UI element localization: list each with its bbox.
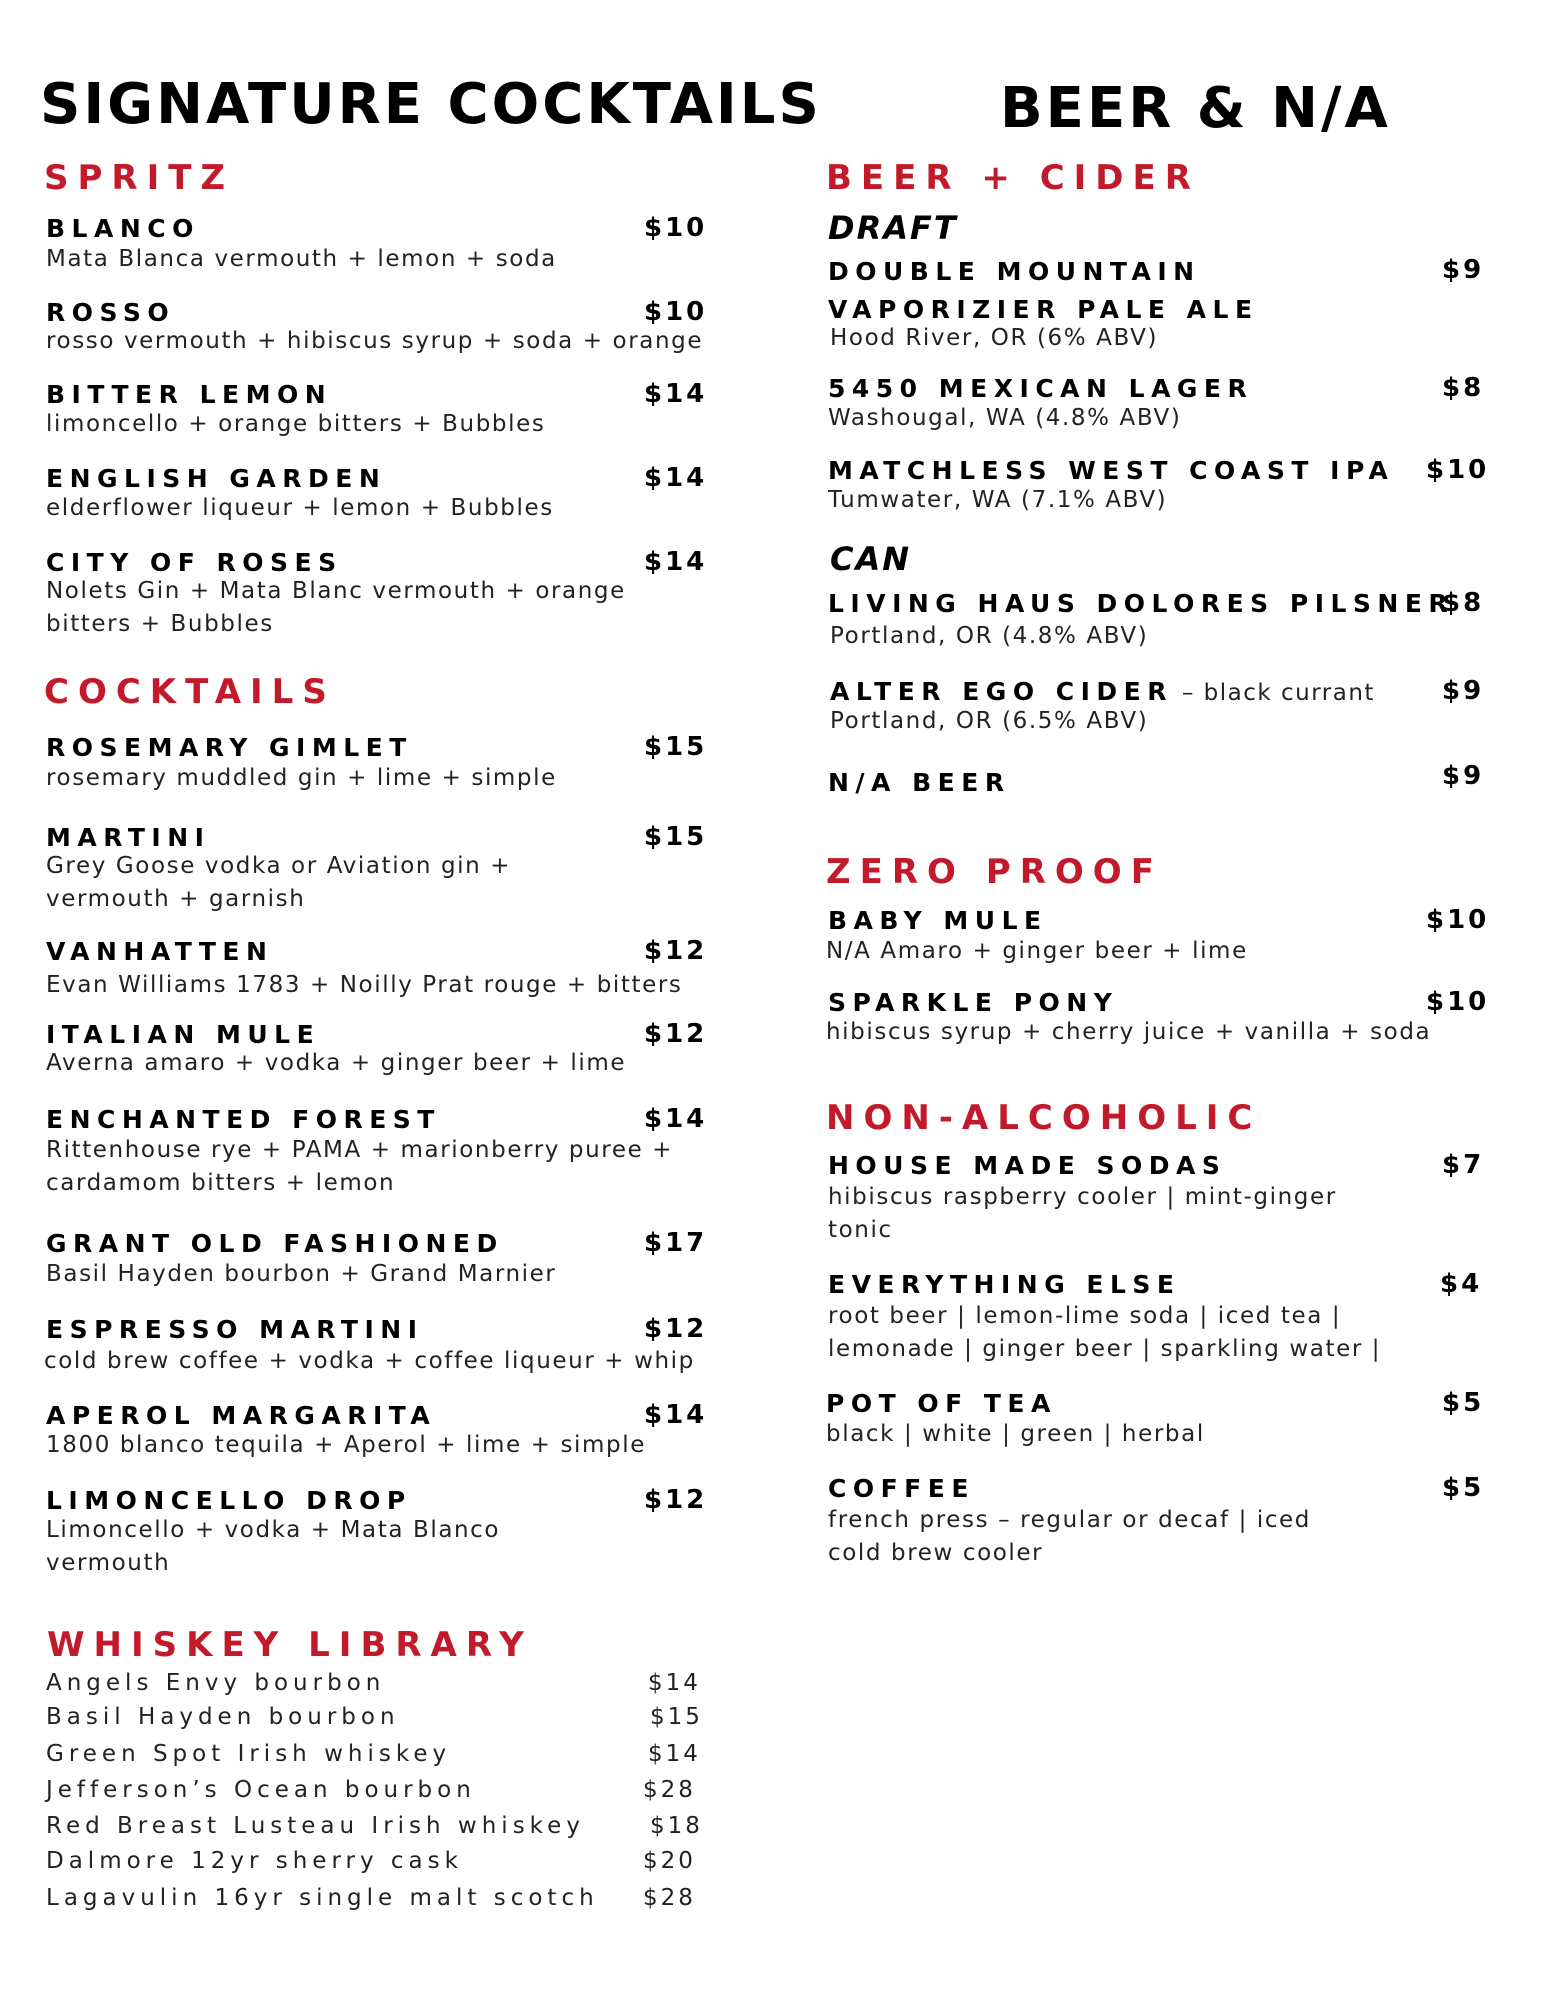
menu-item-price: $14 xyxy=(644,1104,708,1134)
whiskey-item-price: $28 xyxy=(643,1885,696,1911)
beer-item-name: DOUBLE MOUNTAIN xyxy=(828,257,1201,286)
menu-item-name: CITY OF ROSES xyxy=(46,548,343,577)
menu-item-price: $10 xyxy=(644,297,708,327)
menu-item-name: BABY MULE xyxy=(828,906,1048,935)
whiskey-item-name: Green Spot Irish whiskey xyxy=(46,1741,452,1767)
beer-item-name: LIVING HAUS DOLORES PILSNER xyxy=(828,589,1455,618)
menu-item-price: $12 xyxy=(644,1019,708,1049)
menu-item-price: $4 xyxy=(1440,1269,1483,1299)
whiskey-item-name: Basil Hayden bourbon xyxy=(46,1704,400,1730)
menu-item-description: Rittenhouse rye + PAMA + marionberry puree + xyxy=(46,1137,674,1163)
menu-item-price: $14 xyxy=(644,547,708,577)
beer-item-origin: Washougal, WA (4.8% ABV) xyxy=(828,405,1182,431)
non-alcoholic-heading: NON-ALCOHOLIC xyxy=(826,1098,1262,1138)
cocktails-heading: COCKTAILS xyxy=(44,672,336,712)
menu-item-name: ENCHANTED FOREST xyxy=(46,1105,441,1134)
menu-item-price: $5 xyxy=(1442,1388,1485,1418)
menu-item-price: $10 xyxy=(1426,987,1490,1017)
menu-item-price: $5 xyxy=(1442,1473,1485,1503)
beer-na-title: BEER & N/A xyxy=(1000,76,1391,141)
menu-item-name: BLANCO xyxy=(46,214,200,243)
menu-item-price: $17 xyxy=(644,1228,708,1258)
whiskey-item-price: $15 xyxy=(650,1704,703,1730)
menu-item-description: Limoncello + vodka + Mata Blanco xyxy=(46,1517,501,1543)
menu-item-description: cold brew coffee + vodka + coffee liqueur + whip xyxy=(44,1348,695,1374)
menu-item-description: 1800 blanco tequila + Aperol + lime + simple xyxy=(46,1432,646,1458)
menu-item-price: $12 xyxy=(644,1485,708,1515)
menu-item-description: tonic xyxy=(828,1217,893,1243)
menu-item-description: Averna amaro + vodka + ginger beer + lime xyxy=(46,1050,627,1076)
beer-item-name: 5450 MEXICAN LAGER xyxy=(828,374,1254,403)
beer-item-name-text: ALTER EGO CIDER xyxy=(830,677,1174,706)
menu-item-price: $14 xyxy=(644,463,708,493)
beer-item-price: $9 xyxy=(1442,761,1485,791)
whiskey-item-price: $18 xyxy=(650,1813,703,1839)
menu-item-description: lemonade | ginger beer | sparkling water | xyxy=(828,1336,1382,1362)
zero-proof-heading: ZERO PROOF xyxy=(826,852,1163,892)
menu-item-name: MARTINI xyxy=(46,823,211,852)
menu-item-description: black | white | green | herbal xyxy=(826,1421,1205,1447)
menu-item-description: N/A Amaro + ginger beer + lime xyxy=(826,938,1248,964)
menu-item-name: HOUSE MADE SODAS xyxy=(828,1151,1227,1180)
whiskey-item-name: Angels Envy bourbon xyxy=(46,1670,386,1696)
whiskey-item-name: Lagavulin 16yr single malt scotch xyxy=(46,1885,599,1911)
whiskey-item-name: Dalmore 12yr sherry cask xyxy=(46,1848,463,1874)
menu-item-description: hibiscus raspberry cooler | mint-ginger xyxy=(828,1184,1337,1210)
beer-item-origin: Tumwater, WA (7.1% ABV) xyxy=(828,487,1168,513)
whiskey-item-price: $14 xyxy=(648,1670,701,1696)
beer-item-name: N/A BEER xyxy=(828,768,1011,797)
whiskey-item-name: Jefferson’s Ocean bourbon xyxy=(46,1777,476,1803)
beer-item-origin: Hood River, OR (6% ABV) xyxy=(830,325,1159,351)
whiskey-item-price: $14 xyxy=(648,1741,701,1767)
beer-item-price: $9 xyxy=(1442,255,1485,285)
whiskey-item-price: $20 xyxy=(643,1848,696,1874)
beer-item-price: $9 xyxy=(1442,676,1485,706)
menu-item-name: ESPRESSO MARTINI xyxy=(46,1315,424,1344)
menu-item-description: Grey Goose vodka or Aviation gin + xyxy=(46,853,512,879)
menu-item-name: EVERYTHING ELSE xyxy=(828,1270,1181,1299)
menu-item-price: $10 xyxy=(1426,905,1490,935)
menu-item-name: COFFEE xyxy=(828,1474,975,1503)
menu-item-name: SPARKLE PONY xyxy=(828,988,1119,1017)
beer-item-origin: Portland, OR (4.8% ABV) xyxy=(830,623,1149,649)
whiskey-library-heading: WHISKEY LIBRARY xyxy=(47,1625,533,1665)
menu-item-price: $15 xyxy=(644,732,708,762)
beer-item-price: $8 xyxy=(1442,588,1485,618)
beer-item-origin: Portland, OR (6.5% ABV) xyxy=(830,708,1149,734)
menu-item-description: rosso vermouth + hibiscus syrup + soda + orange xyxy=(46,328,704,354)
menu-item-name: POT OF TEA xyxy=(826,1389,1057,1418)
beer-item-price: $8 xyxy=(1442,373,1485,403)
menu-item-description: vermouth xyxy=(46,1550,171,1576)
menu-item-price: $10 xyxy=(644,213,708,243)
menu-item-description: bitters + Bubbles xyxy=(46,611,274,637)
can-subheading: CAN xyxy=(830,540,912,578)
menu-item-description: Mata Blanca vermouth + lemon + soda xyxy=(46,246,557,272)
beer-item-name: MATCHLESS WEST COAST IPA xyxy=(828,456,1395,485)
menu-item-name: ROSSO xyxy=(46,298,176,327)
menu-item-description: Basil Hayden bourbon + Grand Marnier xyxy=(46,1261,557,1287)
menu-item-name: VANHATTEN xyxy=(46,937,274,966)
menu-item-name: ROSEMARY GIMLET xyxy=(46,733,413,762)
menu-item-name: ENGLISH GARDEN xyxy=(46,464,387,493)
menu-item-description: rosemary muddled gin + lime + simple xyxy=(46,765,557,791)
menu-item-price: $7 xyxy=(1442,1150,1485,1180)
draft-subheading: DRAFT xyxy=(828,209,958,247)
menu-item-name: ITALIAN MULE xyxy=(46,1020,321,1049)
menu-item-description: french press – regular or decaf | iced xyxy=(828,1507,1312,1533)
menu-item-price: $15 xyxy=(644,822,708,852)
menu-item-description: limoncello + orange bitters + Bubbles xyxy=(46,411,546,437)
menu-item-name: LIMONCELLO DROP xyxy=(46,1486,412,1515)
menu-item-description: vermouth + garnish xyxy=(46,886,306,912)
menu-item-price: $12 xyxy=(644,936,708,966)
menu-item-price: $14 xyxy=(644,379,708,409)
signature-cocktails-title: SIGNATURE COCKTAILS xyxy=(40,72,822,137)
whiskey-item-price: $28 xyxy=(643,1777,696,1803)
beer-cider-heading: BEER + CIDER xyxy=(826,158,1200,198)
beer-item-price: $10 xyxy=(1426,455,1490,485)
menu-item-description: cardamom bitters + lemon xyxy=(46,1170,396,1196)
menu-item-description: cold brew cooler xyxy=(828,1540,1044,1566)
menu-item-description: elderflower liqueur + lemon + Bubbles xyxy=(46,495,554,521)
whiskey-item-name: Red Breast Lusteau Irish whiskey xyxy=(46,1813,585,1839)
menu-item-description: Evan Williams 1783 + Noilly Prat rouge + bitters xyxy=(46,972,683,998)
spritz-heading: SPRITZ xyxy=(44,158,235,198)
menu-item-price: $14 xyxy=(644,1400,708,1430)
menu-item-name: APEROL MARGARITA xyxy=(46,1401,437,1430)
menu-item-name: GRANT OLD FASHIONED xyxy=(46,1229,504,1258)
menu-item-name: BITTER LEMON xyxy=(46,380,333,409)
menu-item-description: hibiscus syrup + cherry juice + vanilla + soda xyxy=(826,1019,1432,1045)
menu-item-description: Nolets Gin + Mata Blanc vermouth + orange xyxy=(46,578,626,604)
beer-item-name xyxy=(830,677,1375,706)
menu-item-price: $12 xyxy=(644,1314,708,1344)
beer-item-note: – black currant xyxy=(1173,680,1375,706)
menu-item-description: root beer | lemon-lime soda | iced tea | xyxy=(828,1303,1342,1329)
beer-item-name: VAPORIZIER PALE ALE xyxy=(828,295,1259,324)
